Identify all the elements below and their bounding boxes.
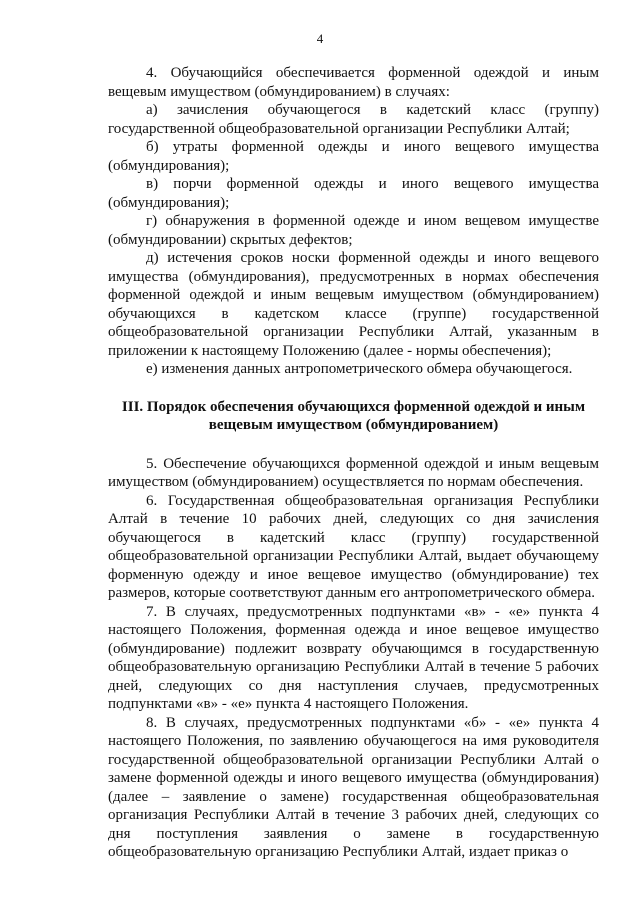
- paragraph-4: 4. Обучающийся обеспечивается форменной одеждой и иным вещевым имуществом (обмундированием) в случаях:: [108, 65, 599, 100]
- subitem-g: г) обнаружения в форменной одежде и ином вещевом имуществе (обмундировании) скрытых дефектов;: [108, 213, 599, 248]
- section-heading: III. Порядок обеспечения обучающихся форменной одеждой и иным вещевым имуществом (обмундированием): [121, 398, 586, 433]
- document-body: [108, 64, 599, 862]
- paragraph-6: 6. Государственная общеобразовательная организация Республики Алтай в течение 10 рабочих дней, следующих со дня зачисления обучающегося в кадетский класс (группу) государственной общеобразовательной организации Республики Алтай, выдает обучающему форменную одежду и иное вещевое имущество (обмундирование) тех размеров, которые соответствуют данным его антропометрического обмера.: [108, 492, 599, 601]
- subitem-v: в) порчи форменной одежды и иного вещевого имущества (обмундирования);: [108, 176, 599, 211]
- paragraph-8: 8. В случаях, предусмотренных подпунктами «б» - «е» пункта 4 настоящего Положения, по заявлению обучающегося на имя руководителя государственной общеобразовательной организации Республики Алтай о замене форменной одежды и иного вещевого имущества (обмундирования) (далее – заявление о замене) государственная общеобразовательная организация Республики Алтай в течение 3 рабочих дней, следующих со дня поступления заявления о замене в государственную общеобразовательную организацию Республики Алтай, издает приказ о: [108, 714, 599, 860]
- subitem-e: е) изменения данных антропометрического обмера обучающегося.: [146, 361, 573, 377]
- page-number: 4: [316, 31, 324, 46]
- subitem-b: б) утраты форменной одежды и иного вещевого имущества (обмундирования);: [108, 139, 599, 174]
- paragraph-7: 7. В случаях, предусмотренных подпунктами «в» - «е» пункта 4 настоящего Положения, форменная одежда и иное вещевое имущество (обмундирование) подлежит возврату обучающимся в государственную общеобразовательную организацию Республики Алтай в течение 5 рабочих дней, следующих со дня наступления случаев, предусмотренных подпунктами «в» - «е» пункта 4 настоящего Положения.: [108, 603, 599, 712]
- subitem-d: д) истечения сроков носки форменной одежды и иного вещевого имущества (обмундирования), предусмотренных в нормах обеспечения форменной одеждой и иным вещевым имуществом (обмундированием) обучающихся в кадетском классе (группе) государственной общеобразовательной организации Республики Алтай, указанным в приложении к настоящему Положению (далее - нормы обеспечения);: [108, 250, 599, 359]
- subitem-a: а) зачисления обучающегося в кадетский класс (группу) государственной общеобразовательной организации Республики Алтай;: [108, 102, 599, 137]
- paragraph-5: 5. Обеспечение обучающихся форменной одеждой и иным вещевым имуществом (обмундированием) осуществляется по нормам обеспечения.: [108, 455, 599, 490]
